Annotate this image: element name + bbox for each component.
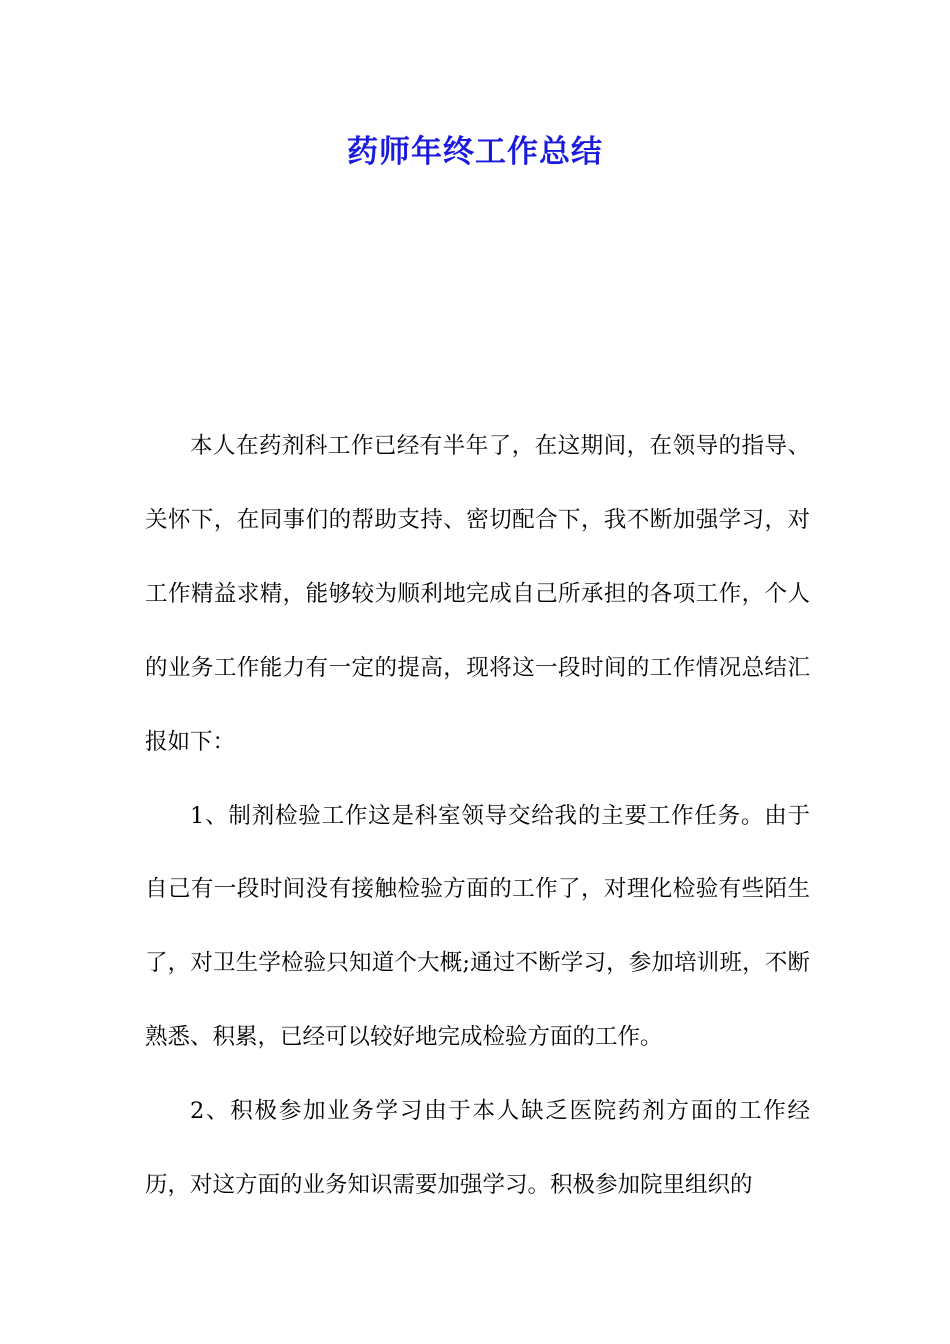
document-title: 药师年终工作总结 [347, 134, 603, 170]
paragraph-item-2: 2、积极参加业务学习由于本人缺乏医院药剂方面的工作经历，对这方面的业务知识需要加强学习。积极参加院里组织的 [145, 1098, 810, 1199]
paragraph-item-1: 1、制剂检验工作这是科室领导交给我的主要工作任务。由于自己有一段时间没有接触检验方面的工作了，对理化检验有些陌生了，对卫生学检验只知道个大概;通过不断学习，参加培训班，不断熟悉、积累，已经可以较好地完成检验方面的工作。 [145, 802, 810, 1051]
paragraph-intro: 本人在药剂科工作已经有半年了，在这期间，在领导的指导、关怀下，在同事们的帮助支持、密切配合下，我不断加强学习，对工作精益求精，能够较为顺利地完成自己所承担的各项工作，个人的业务工作能力有一定的提高，现将这一段时间的工作情况总结汇报如下： [145, 433, 810, 755]
document-body [145, 410, 810, 1223]
